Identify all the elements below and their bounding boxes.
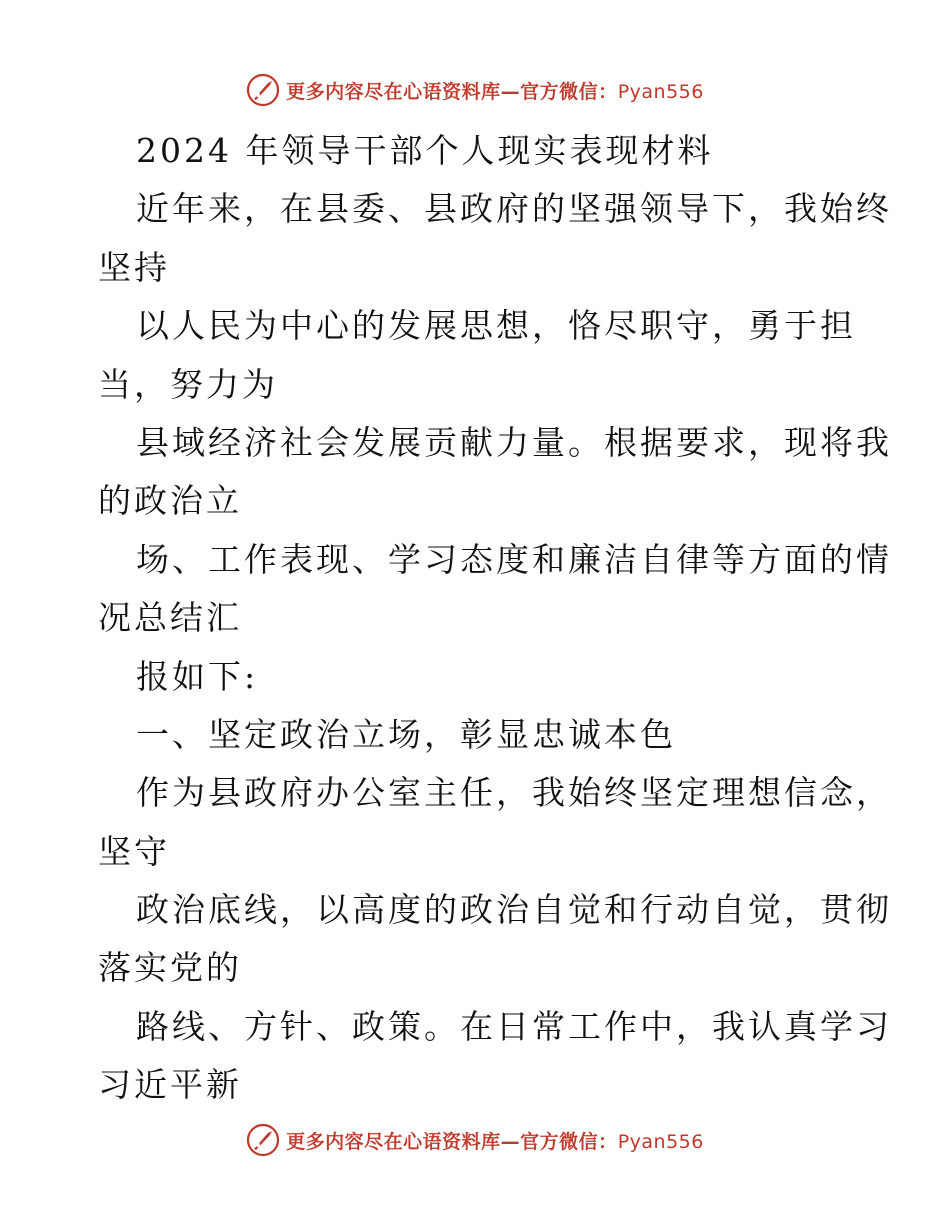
watermark-id: Pyan556: [617, 1130, 704, 1153]
paragraph-line: 近年来，在县委、县政府的坚强领导下，我始终: [136, 189, 892, 229]
watermark-contact: 官方微信：: [520, 80, 618, 103]
paragraph-line: 作为县政府办公室主任，我始终坚定理想信念，: [136, 773, 892, 813]
paragraph-line: 坚守: [98, 831, 170, 871]
watermark-text: [286, 77, 704, 104]
paragraph-line: 习近平新: [98, 1065, 242, 1105]
header-watermark: [0, 70, 950, 110]
watermark-separator: —: [500, 80, 521, 103]
paragraph-line: 县域经济社会发展贡献力量。根据要求，现将我: [136, 422, 892, 462]
paragraph-line: 的政治立: [98, 481, 242, 521]
paragraph-line: 落实党的: [98, 948, 242, 988]
watermark-contact: 官方微信：: [520, 1130, 618, 1153]
paragraph-line: 路线、方针、政策。在日常工作中，我认真学习: [136, 1006, 892, 1046]
paragraph-line: 当，努力为: [98, 364, 278, 404]
watermark-brand: 更多内容尽在心语资料库: [286, 80, 501, 103]
document-body: [98, 122, 892, 1115]
watermark-separator: —: [500, 1130, 521, 1153]
paragraph-line: 政治底线，以高度的政治自觉和行动自觉，贯彻: [136, 890, 892, 930]
paragraph-line: 以人民为中心的发展思想，恪尽职守，勇于担: [136, 306, 856, 346]
footer-watermark: [0, 1120, 950, 1160]
quill-pen-logo-icon: [246, 1123, 280, 1157]
quill-pen-logo-icon: [246, 73, 280, 107]
watermark-text: [286, 1127, 704, 1154]
watermark-id: Pyan556: [617, 80, 704, 103]
paragraph-line: 况总结汇: [98, 598, 242, 638]
watermark-brand: 更多内容尽在心语资料库: [286, 1130, 501, 1153]
paragraph-line: 场、工作表现、学习态度和廉洁自律等方面的情: [136, 539, 892, 579]
paragraph-line: 坚持: [98, 247, 170, 287]
paragraph-line: 报如下:: [136, 656, 259, 696]
document-title: 2024 年领导干部个人现实表现材料: [136, 131, 714, 170]
section-heading: 一、坚定政治立场，彰显忠诚本色: [136, 714, 676, 754]
